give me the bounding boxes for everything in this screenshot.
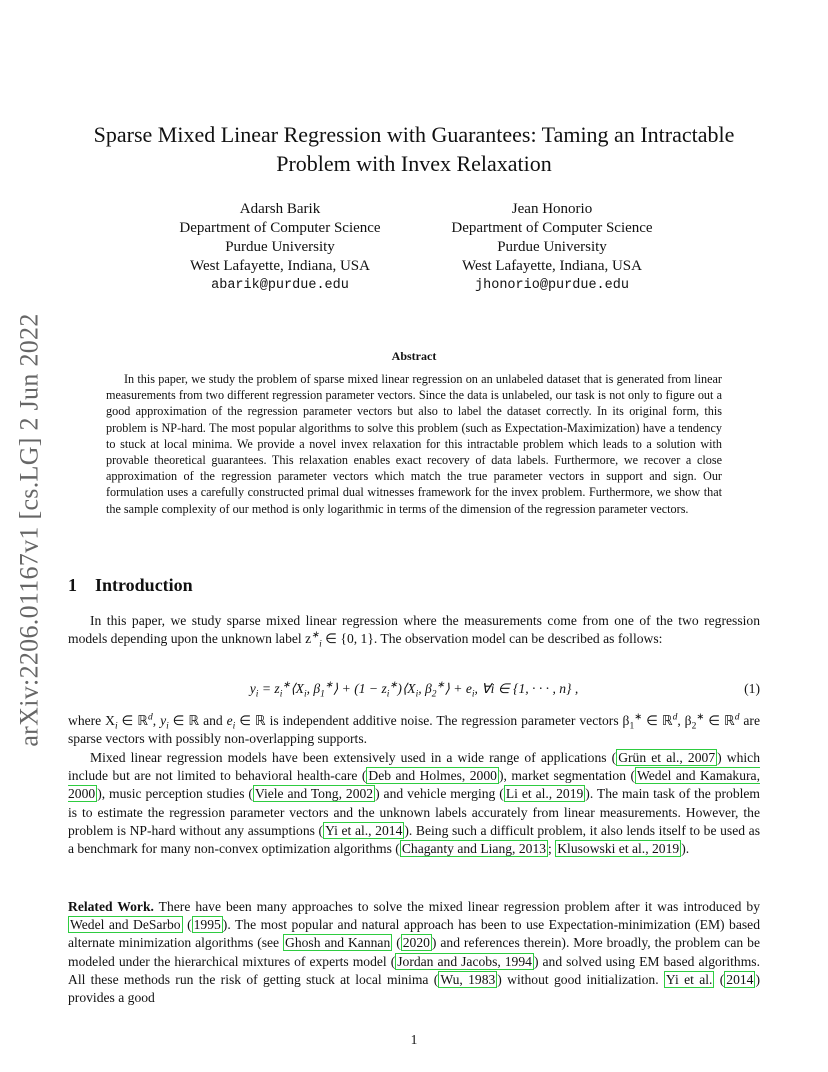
author-department: Department of Computer Science	[179, 220, 381, 236]
citation-link[interactable]: Wedel and Kamakura, 2000	[68, 768, 760, 802]
citation-link[interactable]: Jordan and Jacobs, 1994	[397, 953, 532, 969]
citation-link[interactable]: Klusowski et al., 2019	[557, 841, 680, 857]
author-name: Adarsh Barik	[239, 201, 321, 217]
equation-number: (1)	[744, 681, 760, 696]
arxiv-identifier: arXiv:2206.01167v1 [cs.LG] 2 Jun 2022	[15, 313, 44, 747]
paper-title: Sparse Mixed Linear Regression with Guarantees: Taming an Intractable Problem with Invex Relaxation	[93, 122, 735, 176]
author-location: West Lafayette, Indiana, USA	[462, 258, 642, 274]
author-department: Department of Computer Science	[451, 220, 653, 236]
abstract-heading: Abstract	[391, 349, 437, 363]
equation	[68, 681, 760, 701]
intro-paragraph: where $X_i$ ∈ ℝ$^d$, $y_i$ ∈ ℝ and $e_i$ ∈ ℝ is independent additive noise. The regression parameter vectors $\beta_1^∗$ ∈ ℝ$^d$, $\beta_2^∗$ ∈ ℝ$^d$ are sparse vectors with possibly non-overlapping supports.	[68, 712, 760, 747]
citation-link[interactable]: Ghosh and Kannan	[285, 935, 391, 951]
related-work-paragraph: Related Work. There have been many approaches to solve the mixed linear regression problem after it was introduced by Wedel and DeSarbo ( 1995 ). The most popular and natural approach has been to use Expectation-minimization (EM) based alternate minimization algorithms (see Ghosh and Kannan ( 2020 ) and references therein). More broadly, the problem can be modeled under the hierarchical mixtures of experts model ( Jordan and Jacobs, 1994 ) and solved using EM based algorithms. All these methods run the risk of getting stuck at local minima ( Wu, 1983 ) without good initialization. Yi et al. ( 2014 ) provides a good	[68, 899, 761, 1006]
author-location: West Lafayette, Indiana, USA	[190, 258, 370, 274]
citation-link[interactable]: Viele and Tong, 2002	[254, 786, 374, 802]
section-heading	[68, 575, 193, 596]
citation-link[interactable]: Chaganty and Liang, 2013	[401, 841, 547, 857]
author-block	[150, 200, 410, 295]
citation-link[interactable]: Grün et al., 2007	[618, 750, 716, 765]
equation-body: $y_i$ = $z_i^∗⟨X_i$, $\beta_1^∗⟩ + (1$ − $z_i^∗)⟨X_i$, $\beta_2^∗⟩ + e_i$, ∀i ∈ {1, · · · , n} ,	[249, 680, 579, 700]
citation-link[interactable]: Yi et al., 2014	[325, 822, 403, 838]
intro-paragraph: Mixed linear regression models have been extensively used in a wide range of applications ( Grün et al., 2007 ) which include but are not limited to behavioral health-care ( Deb and Holmes, 2000 ), market segmentation ( Wedel and Kamakura, 2000 ), music perception studies ( Viele and Tong, 2002 ) and vehicle merging ( Li et al., 2019 ). The main task of the problem is to estimate the regression parameter vectors and the unknown labels accurately from linear measurements. However, the problem is NP-hard without any assumptions ( Yi et al., 2014 ). Being such a difficult problem, it also lends itself to be used as a benchmark for many non-convex optimization algorithms ( Chaganty and Liang, 2013 ; Klusowski et al., 2019 ).	[68, 750, 760, 857]
citation-link[interactable]: 2014	[726, 971, 754, 987]
related-work-heading: Related Work.	[68, 899, 154, 914]
page-number: 1	[410, 1032, 418, 1047]
citation-link[interactable]: 1995	[193, 917, 221, 933]
citation-link[interactable]: 2020	[402, 935, 430, 951]
author-university: Purdue University	[497, 239, 607, 255]
author-name: Jean Honorio	[511, 201, 593, 217]
citation-link[interactable]: Yi et al.	[665, 971, 713, 987]
section-title: Introduction	[95, 575, 193, 595]
citation-link[interactable]: Deb and Holmes, 2000	[368, 768, 497, 784]
citation-link[interactable]: Li et al., 2019	[505, 786, 584, 802]
intro-paragraph: In this paper, we study sparse mixed linear regression where the measurements come from one of the two regression models depending upon the unknown label $z^∗_i$ ∈ {0, 1}. The observation model can be described as follows:	[68, 613, 760, 650]
arxiv-sidebar	[10, 300, 50, 760]
citation-link[interactable]: Wedel and DeSarbo	[70, 917, 181, 933]
author-university: Purdue University	[225, 239, 335, 255]
author-block	[422, 200, 682, 295]
section-number: 1	[68, 575, 77, 595]
abstract-text: In this paper, we study the problem of sparse mixed linear regression on an unlabeled dataset that is generated from linear measurements from two different regression parameter vectors. Since the data is unlabeled, our task is not only to figure out a good approximation of the regression parameter vectors but also to label the dataset correctly. In its original form, this problem is NP-hard. The most popular algorithms to solve this problem (such as Expectation-Maximization) have a tendency to stuck at local minima. We provide a novel invex relaxation for this intractable problem which leads to a solution with provable theoretical guarantees. This relaxation enables exact recovery of data labels. Furthermore, we recover a close approximation of the regression parameter vectors which match the true parameter vectors in support and sign. Our formulation uses a carefully constructed primal dual witnesses framework for the invex problem. Furthermore, we show that the sample complexity of our method is only logarithmic in terms of the dimension of the regression parameter vectors.	[106, 372, 722, 516]
author-email[interactable]: abarik@purdue.edu	[211, 278, 349, 293]
author-email[interactable]: jhonorio@purdue.edu	[475, 278, 629, 293]
citation-link[interactable]: Wu, 1983	[440, 971, 496, 987]
